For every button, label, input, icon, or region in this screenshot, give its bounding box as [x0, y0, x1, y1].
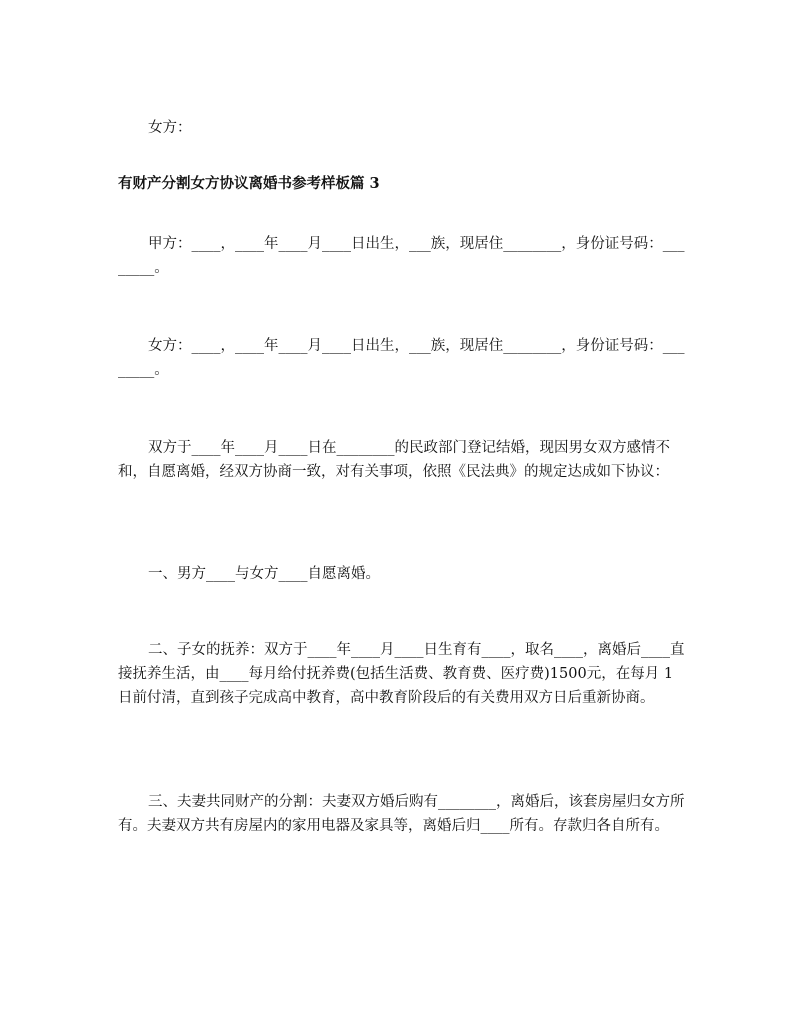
clause-1-paragraph: 一、男方____与女方____自愿离婚。: [148, 566, 380, 582]
party-female-paragraph: 女方：____，____年____月____日出生，___族，现居住________，身份证号码：________。: [118, 338, 685, 378]
clause-2-paragraph: 二、子女的抚养：双方于____年____月____日生育有____，取名____，离婚后____直接抚养生活，由____每月给付抚养费(包括生活费、教育费、医疗费)1500元，在每月 1 日前付清，直到孩子完成高中教育，高中教育阶段后的有关费用双方日后重新协商。: [118, 642, 685, 706]
document-heading: 有财产分割女方协议离婚书参考样板篇 3: [118, 175, 380, 192]
intro-female-label: 女方：: [148, 120, 192, 136]
clause-3-paragraph: 三、夫妻共同财产的分割：夫妻双方婚后购有________，离婚后，该套房屋归女方所有。夫妻双方共有房屋内的家用电器及家具等，离婚后归____所有。存款归各自所有。: [118, 794, 685, 834]
preamble-paragraph: 双方于____年____月____日在________的民政部门登记结婚，现因男女双方感情不和，自愿离婚，经双方协商一致，对有关事项，依照《民法典》的规定达成如下协议：: [118, 440, 670, 480]
party-a-paragraph: 甲方：____，____年____月____日出生，___族，现居住________，身份证号码：________。: [118, 236, 685, 276]
